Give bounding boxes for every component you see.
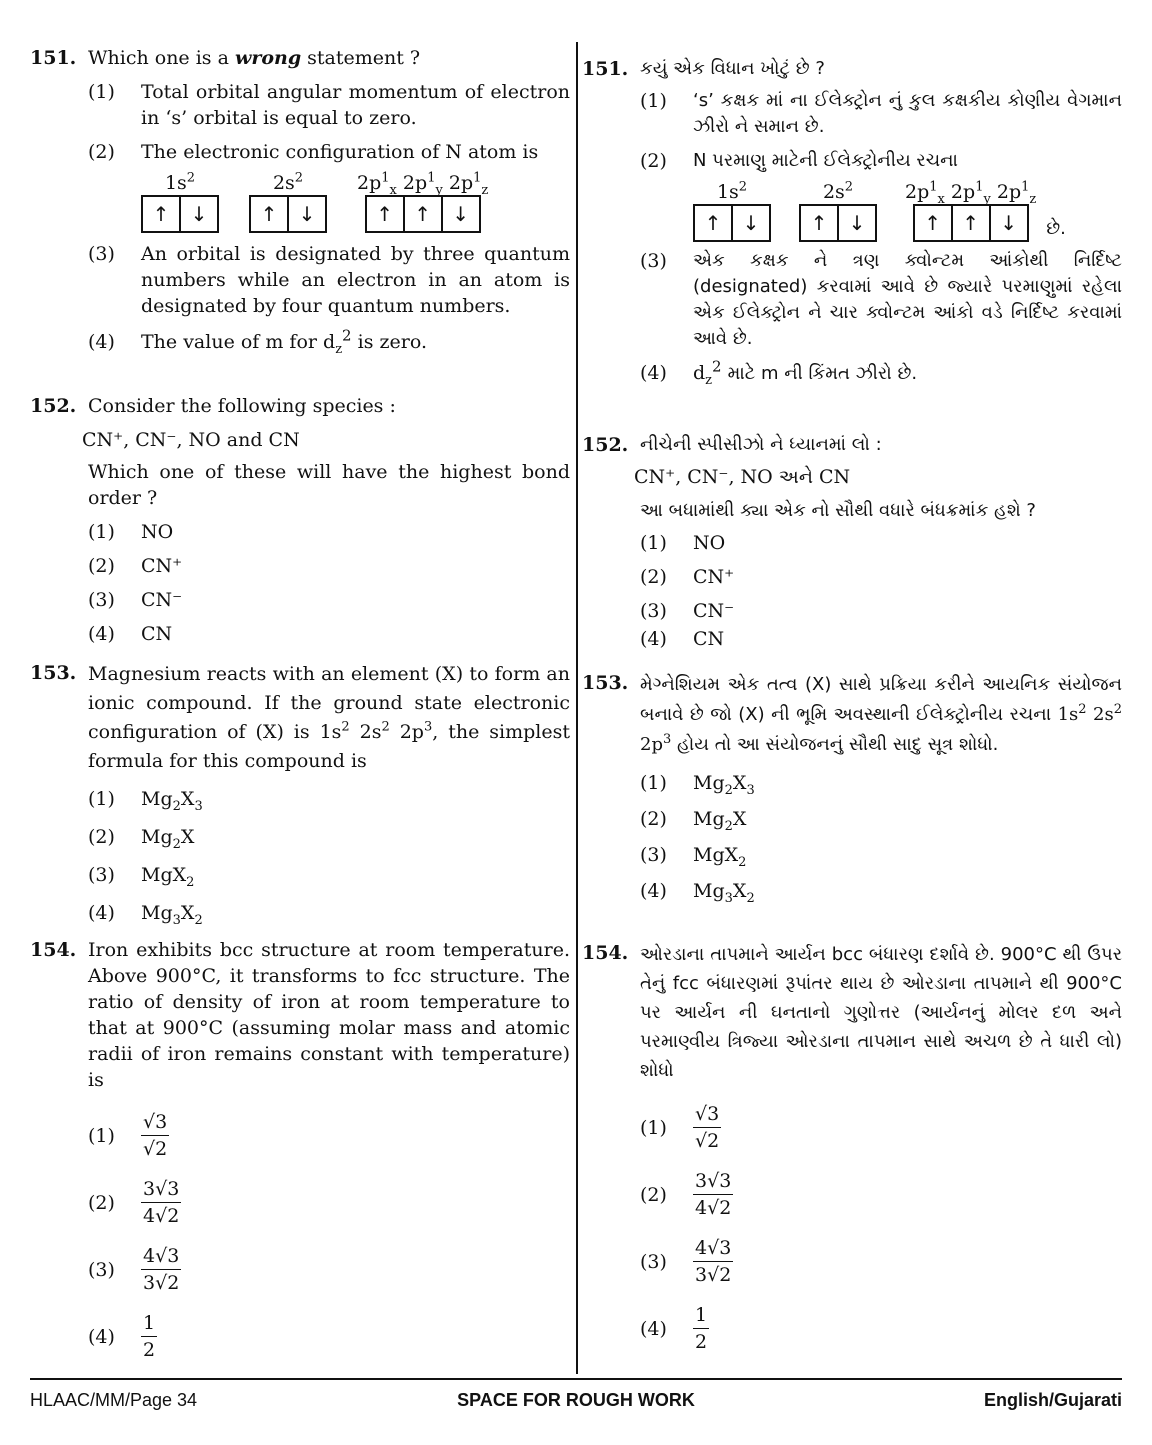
column-divider — [576, 42, 578, 1374]
question-number: 154. — [30, 939, 77, 961]
orbital-box-1s: ↑ ↓ — [141, 195, 219, 233]
option-3: (3) An orbital is designated by three quantum numbers while an electron in an atom is designated by four quantum numbers. — [88, 243, 570, 317]
option-1: (1) $Mg_2X_3$ — [88, 788, 203, 814]
option-3: (3) CN⁻ — [88, 589, 183, 611]
question-number: 152. — [582, 434, 629, 456]
question-152-gu — [582, 432, 1122, 652]
orbital-box-2s: ↑ ↓ — [799, 204, 877, 242]
option-3: (3) $\frac{4√3}{3√2}$ — [640, 1237, 732, 1286]
option-2: (2) $\frac{3√3}{4√2}$ — [88, 1178, 180, 1227]
question-stem: મેગ્નેશિયમ એક તત્વ (X) સાથે પ્રક્રિયા કરીને આયનિક સંયોજન બનાવે છે જો (X) ની ભૂમિ અવસ્થાની ઈલેક્ટ્રોનીય રચના $1s^2$ $2s^2$ $2p^3$ હોય તો આ સંયોજનનું સૌથી સાદુ સૂત્ર શોધો. — [640, 674, 1122, 755]
page-footer — [30, 1378, 1122, 1410]
orbital-label-1s: $1s^2$ — [164, 170, 196, 194]
orbital-label-2s: $2s^2$ — [272, 170, 304, 194]
option-4: (4) CN — [88, 623, 173, 645]
option-2: (2) The electronic configuration of N atom is $1s^2$ ↑ ↓ $2s^2$ ↑ ↓ $2p^1_x$ $2p^1_y$ $2p^1_z$ ↑ ↑ ↓ — [88, 139, 570, 233]
question-number: 151. — [30, 47, 77, 69]
question-number: 154. — [582, 942, 629, 964]
option-1: (1) NO — [88, 521, 174, 543]
question-151-gu — [582, 56, 1122, 387]
option-4: (4) $d_z^2$ માટે m ની કિંમત ઝીરો છે. — [640, 357, 918, 388]
species-list: CN⁺, CN⁻, NO અને CN — [634, 466, 851, 488]
orbital-box-diagram — [141, 171, 570, 233]
emphasis-word: wrong — [234, 47, 302, 69]
question-number: 151. — [582, 58, 629, 80]
question-153-en — [30, 660, 570, 926]
question-stem: ઓરડાના તાપમાને આર્યન bcc બંધારણ દર્શાવે છે. 900°C થી ઉપર તેનું fcc બંધારણમાં રૂપાંતર થાય છે ઓરડાના તાપમાને થી 900°C પર આર્યન ની ઘનતાનો ગુણોત્તર (આર્યનનું મોલર દળ અને પરમાણ્વીય ત્રિજ્યા ઓરડાના તાપમાન સાથે અચળ છે તે ધારી લો) શોધો — [640, 944, 1122, 1081]
question-153-gu — [582, 670, 1122, 904]
question-stem: Consider the following species : — [88, 395, 396, 417]
question-stem: કયું એક વિધાન ખોટું છે ? — [640, 58, 825, 79]
option-2: (2) N પરમાણુ માટેની ઈલેક્ટ્રોનીય રચના $1s^2$ ↑ ↓ $2s^2$ ↑ ↓ $2p^1_x$ $2p^1_y$ $2p^1_z$ ↑ ↑ ↓ છે. — [640, 148, 1122, 242]
question-prompt: Which one of these will have the highest bond order ? — [88, 461, 570, 509]
orbital-box-2p: ↑ ↑ ↓ — [913, 204, 1029, 242]
question-stem: નીચેની સ્પીસીઝો ને ધ્યાનમાં લો : — [640, 434, 882, 455]
species-list: CN⁺, CN⁻, NO and CN — [82, 429, 300, 451]
option-2: (2) CN⁺ — [88, 555, 183, 577]
option-3: (3) એક કક્ષક ને ત્રણ ક્વોન્ટમ આંકોથી નિર્દિષ્ટ (designated) કરવામાં આવે છે જ્યારે પરમાણુમાં રહેલા એક ઈલેક્ટ્રોન ને ચાર ક્વોન્ટમ આંકો વડે નિર્દિષ્ટ કરવામાં આવે છે. — [640, 250, 1122, 349]
rough-work-label: SPACE FOR ROUGH WORK — [457, 1390, 695, 1410]
orbital-label-2p: $2p^1_x$ $2p^1_y$ $2p^1_z$ — [357, 170, 489, 198]
option-4: (4) $Mg_3X_2$ — [640, 880, 755, 906]
option-2: (2) $Mg_2X$ — [88, 826, 195, 852]
option-3: (3) CN⁻ — [640, 600, 735, 622]
question-152-en — [30, 393, 570, 647]
option-4: (4) $Mg_3X_2$ — [88, 902, 203, 928]
option-2: (2) $\frac{3√3}{4√2}$ — [640, 1170, 732, 1219]
question-154-en — [30, 937, 570, 1363]
option-4: (4) $\frac{1}{2}$ — [640, 1304, 708, 1353]
option-1: (1) Total orbital angular momentum of electron in ‘s’ orbital is equal to zero. — [88, 81, 570, 129]
orbital-box-diagram: $1s^2$ ↑ ↓ $2s^2$ ↑ ↓ $2p^1_x$ $2p^1_y$ $2p^1_z$ ↑ ↑ ↓ છે. — [693, 180, 1122, 242]
question-number: 152. — [30, 395, 77, 417]
question-number: 153. — [582, 672, 629, 694]
option-1: (1) $Mg_2X_3$ — [640, 772, 755, 798]
question-154-gu — [582, 940, 1122, 1355]
option-1: (1) NO — [640, 532, 726, 554]
option-4: (4) The value of m for $d_z^2$ is zero. — [88, 326, 427, 357]
option-1: (1) $\frac{√3}{√2}$ — [640, 1103, 720, 1152]
question-stem: Iron exhibits bcc structure at room temperature. Above 900°C, it transforms to fcc structure. The ratio of density of iron at room temperature to that at 900°C (assuming molar mass and atomic radii of iron remains constant with temperature) is — [88, 939, 570, 1091]
language-label: English/Gujarati — [983, 1390, 1122, 1410]
question-stem: Which one is a wrong statement ? — [88, 47, 421, 69]
option-3: (3) $\frac{4√3}{3√2}$ — [88, 1245, 180, 1294]
option-3: (3) MgX$_2$ — [640, 844, 747, 870]
orbital-box-2s: ↑ ↓ — [249, 195, 327, 233]
option-4: (4) $\frac{1}{2}$ — [88, 1312, 156, 1361]
orbital-box-2p: ↑ ↑ ↓ — [365, 195, 481, 233]
question-number: 153. — [30, 662, 77, 684]
question-prompt: આ બધામાંથી ક્યા એક નો સૌથી વધારે બંધક્રમાંક હશે ? — [640, 500, 1036, 521]
option-3: (3) MgX$_2$ — [88, 864, 195, 890]
page-code: HLAAC/MM/Page 34 — [30, 1390, 198, 1410]
option-1: (1) ‘s’ કક્ષક માં ના ઈલેક્ટ્રોન નું કુલ કક્ષકીય કોણીય વેગમાન ઝીરો ને સમાન છે. — [640, 90, 1122, 137]
option-1: (1) $\frac{√3}{√2}$ — [88, 1111, 168, 1160]
option-2: (2) CN⁺ — [640, 566, 735, 588]
question-stem: Magnesium reacts with an element (X) to form an ionic compound. If the ground state electronic configuration of (X) is $1s^2$ $2s^2$ $2p^3$, the simplest formula for this compound is — [88, 663, 570, 772]
option-2: (2) $Mg_2X$ — [640, 808, 747, 834]
orbital-box-1s: ↑ ↓ — [693, 204, 771, 242]
question-151-en — [30, 45, 570, 355]
option-4: (4) CN — [640, 628, 725, 650]
